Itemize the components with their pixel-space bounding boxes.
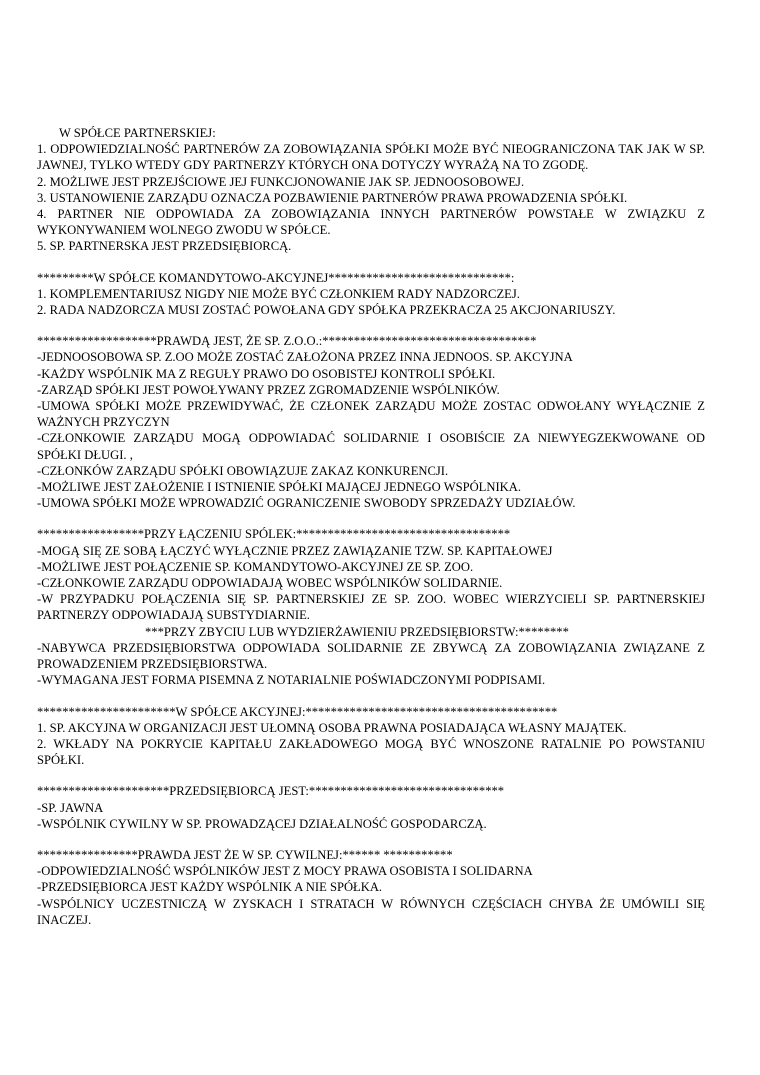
paragraph: -WYMAGANA JEST FORMA PISEMNA Z NOTARIALNIE POŚWIADCZONYMI PODPISAMI.: [37, 673, 546, 688]
section-spolka-akcyjna: [37, 704, 705, 769]
section-spolka-partnerska: [37, 125, 705, 255]
paragraph: 5. SP. PARTNERSKA JEST PRZEDSIĘBIORCĄ.: [37, 239, 292, 254]
section-heading: *******************PRAWDĄ JEST, ŻE SP. Z.O.O.:**********************************: [37, 334, 537, 349]
section-spolka-cywilna: [37, 847, 705, 928]
paragraph: -SP. JAWNA: [37, 800, 104, 815]
paragraph: -W PRZYPADKU POŁĄCZENIA SIĘ SP. PARTNERSKIEJ ZE SP. ZOO. WOBEC WIERZYCIELI SP. PARTNERSKIEJ PARTNERZY ODPOWIADAJĄ SUBSTYDIARNIE.: [37, 592, 705, 623]
section-heading: *********W SPÓŁCE KOMANDYTOWO-AKCYJNEJ*****************************:: [37, 270, 515, 285]
paragraph: -CZŁONKOWIE ZARZĄDU ODPOWIADAJĄ WOBEC WSPÓLNIKÓW SOLIDARNIE.: [37, 576, 503, 591]
paragraph: -MOGĄ SIĘ ZE SOBĄ ŁĄCZYĆ WYŁĄCZNIE PRZEZ ZAWIĄZANIE TZW. SP. KAPITAŁOWEJ: [37, 543, 553, 558]
paragraph: 4. PARTNER NIE ODPOWIADA ZA ZOBOWIĄZANIA INNYCH PARTNERÓW POWSTAŁE W ZWIĄZKU Z WYKONYWANIEM WOLNEGO ZWODU W SPÓŁCE.: [37, 207, 705, 238]
paragraph: 1. SP. AKCYJNA W ORGANIZACJI JEST UŁOMNĄ OSOBA PRAWNA POSIADAJĄCA WŁASNY MAJĄTEK.: [37, 720, 627, 735]
paragraph: 1. KOMPLEMENTARIUSZ NIGDY NIE MOŻE BYĆ CZŁONKIEM RADY NADZORCZEJ.: [37, 286, 520, 301]
section-heading: ****************PRAWDA JEST ŻE W SP. CYWILNEJ:****** ***********: [37, 847, 453, 862]
section-heading: *********************PRZEDSIĘBIORCĄ JEST:*******************************: [37, 784, 505, 799]
paragraph: -UMOWA SPÓŁKI MOŻE WPROWADZIĆ OGRANICZENIE SWOBODY SPRZEDAŻY UDZIAŁÓW.: [37, 496, 576, 511]
paragraph: 2. RADA NADZORCZA MUSI ZOSTAĆ POWOŁANA GDY SPÓŁKA PRZEKRACZA 25 AKCJONARIUSZY.: [37, 303, 616, 318]
paragraph: -ZARZĄD SPÓŁKI JEST POWOŁYWANY PRZEZ ZGROMADZENIE WSPÓLNIKÓW.: [37, 382, 500, 397]
paragraph: 1. ODPOWIEDZIALNOŚĆ PARTNERÓW ZA ZOBOWIĄZANIA SPÓŁKI MOŻE BYĆ NIEOGRANICZONA TAK JAK W SP. JAWNEJ, TYLKO WTEDY GDY PARTNERZY KTÓRYCH ONA DOTYCZY WYRAŻĄ NA TO ZGODĘ.: [37, 142, 705, 173]
paragraph: -UMOWA SPÓŁKI MOŻE PRZEWIDYWAĆ, ŻE CZŁONEK ZARZĄDU MOŻE ZOSTAC ODWOŁANY WYŁĄCZNIE Z WAŻNYCH PRZYCZYN: [37, 399, 705, 430]
paragraph: -ODPOWIEDZIALNOŚĆ WSPÓLNIKÓW JEST Z MOCY PRAWA OSOBISTA I SOLIDARNA: [37, 864, 533, 879]
section-subheading: ***PRZY ZBYCIU LUB WYDZIERŻAWIENIU PRZEDSIĘBIORSTW:********: [145, 624, 569, 639]
section-heading: **********************W SPÓŁCE AKCYJNEJ:****************************************: [37, 704, 558, 719]
paragraph: -MOŻLIWE JEST ZAŁOŻENIE I ISTNIENIE SPÓŁKI MAJĄCEJ JEDNEGO WSPÓLNIKA.: [37, 480, 521, 495]
paragraph: -JEDNOOSOBOWA SP. Z.OO MOŻE ZOSTAĆ ZAŁOŻONA PRZEZ INNA JEDNOOS. SP. AKCYJNA: [37, 350, 573, 365]
document-body: [37, 125, 705, 943]
section-heading: W SPÓŁCE PARTNERSKIEJ:: [59, 126, 216, 140]
paragraph: -CZŁONKÓW ZARZĄDU SPÓŁKI OBOWIĄZUJE ZAKAZ KONKURENCJI.: [37, 463, 449, 478]
paragraph: -PRZEDSIĘBIORCA JEST KAŻDY WSPÓLNIK A NIE SPÓŁKA.: [37, 880, 383, 895]
paragraph: 3. USTANOWIENIE ZARZĄDU OZNACZA POZBAWIENIE PARTNERÓW PRAWA PROWADZENIA SPÓŁKI.: [37, 190, 628, 205]
paragraph: -NABYWCA PRZEDSIĘBIORSTWA ODPOWIADA SOLIDARNIE ZE ZBYWCĄ ZA ZOBOWIĄZANIA ZWIĄZANE Z PROWADZENIEM PRZEDSIĘBIORSTWA.: [37, 640, 705, 672]
section-spolka-komandytowo-akcyjna: [37, 270, 705, 319]
section-przedsiebiorca: [37, 783, 705, 832]
paragraph: -KAŻDY WSPÓLNIK MA Z REGUŁY PRAWO DO OSOBISTEJ KONTROLI SPÓŁKI.: [37, 366, 496, 381]
paragraph: -WSPÓLNIK CYWILNY W SP. PROWADZĄCEJ DZIAŁALNOŚĆ GOSPODARCZĄ.: [37, 816, 487, 831]
paragraph: 2. WKŁADY NA POKRYCIE KAPITAŁU ZAKŁADOWEGO MOGĄ BYĆ WNOSZONE RATALNIE PO POWSTANIU SPÓŁKI.: [37, 736, 705, 768]
paragraph: -MOŻLIWE JEST POŁĄCZENIE SP. KOMANDYTOWO-AKCYJNEJ ZE SP. ZOO.: [37, 559, 474, 574]
paragraph: -CZŁONKOWIE ZARZĄDU MOGĄ ODPOWIADAĆ SOLIDARNIE I OSOBIŚCIE ZA NIEWYEGZEKWOWANE OD SPÓŁKI DŁUGI. ,: [37, 431, 705, 462]
paragraph: -WSPÓLNICY UCZESTNICZĄ W ZYSKACH I STRATACH W RÓWNYCH CZĘŚCIACH CHYBA ŻE UMÓWILI SIĘ INACZEJ.: [37, 896, 705, 927]
section-laczenie-spolek: [37, 526, 705, 688]
section-sp-zoo: [37, 333, 705, 511]
section-heading: *****************PRZY ŁĄCZENIU SPÓLEK:**********************************: [37, 527, 511, 542]
paragraph: 2. MOŻLIWE JEST PRZEJŚCIOWE JEJ FUNKCJONOWANIE JAK SP. JEDNOOSOBOWEJ.: [37, 174, 525, 189]
